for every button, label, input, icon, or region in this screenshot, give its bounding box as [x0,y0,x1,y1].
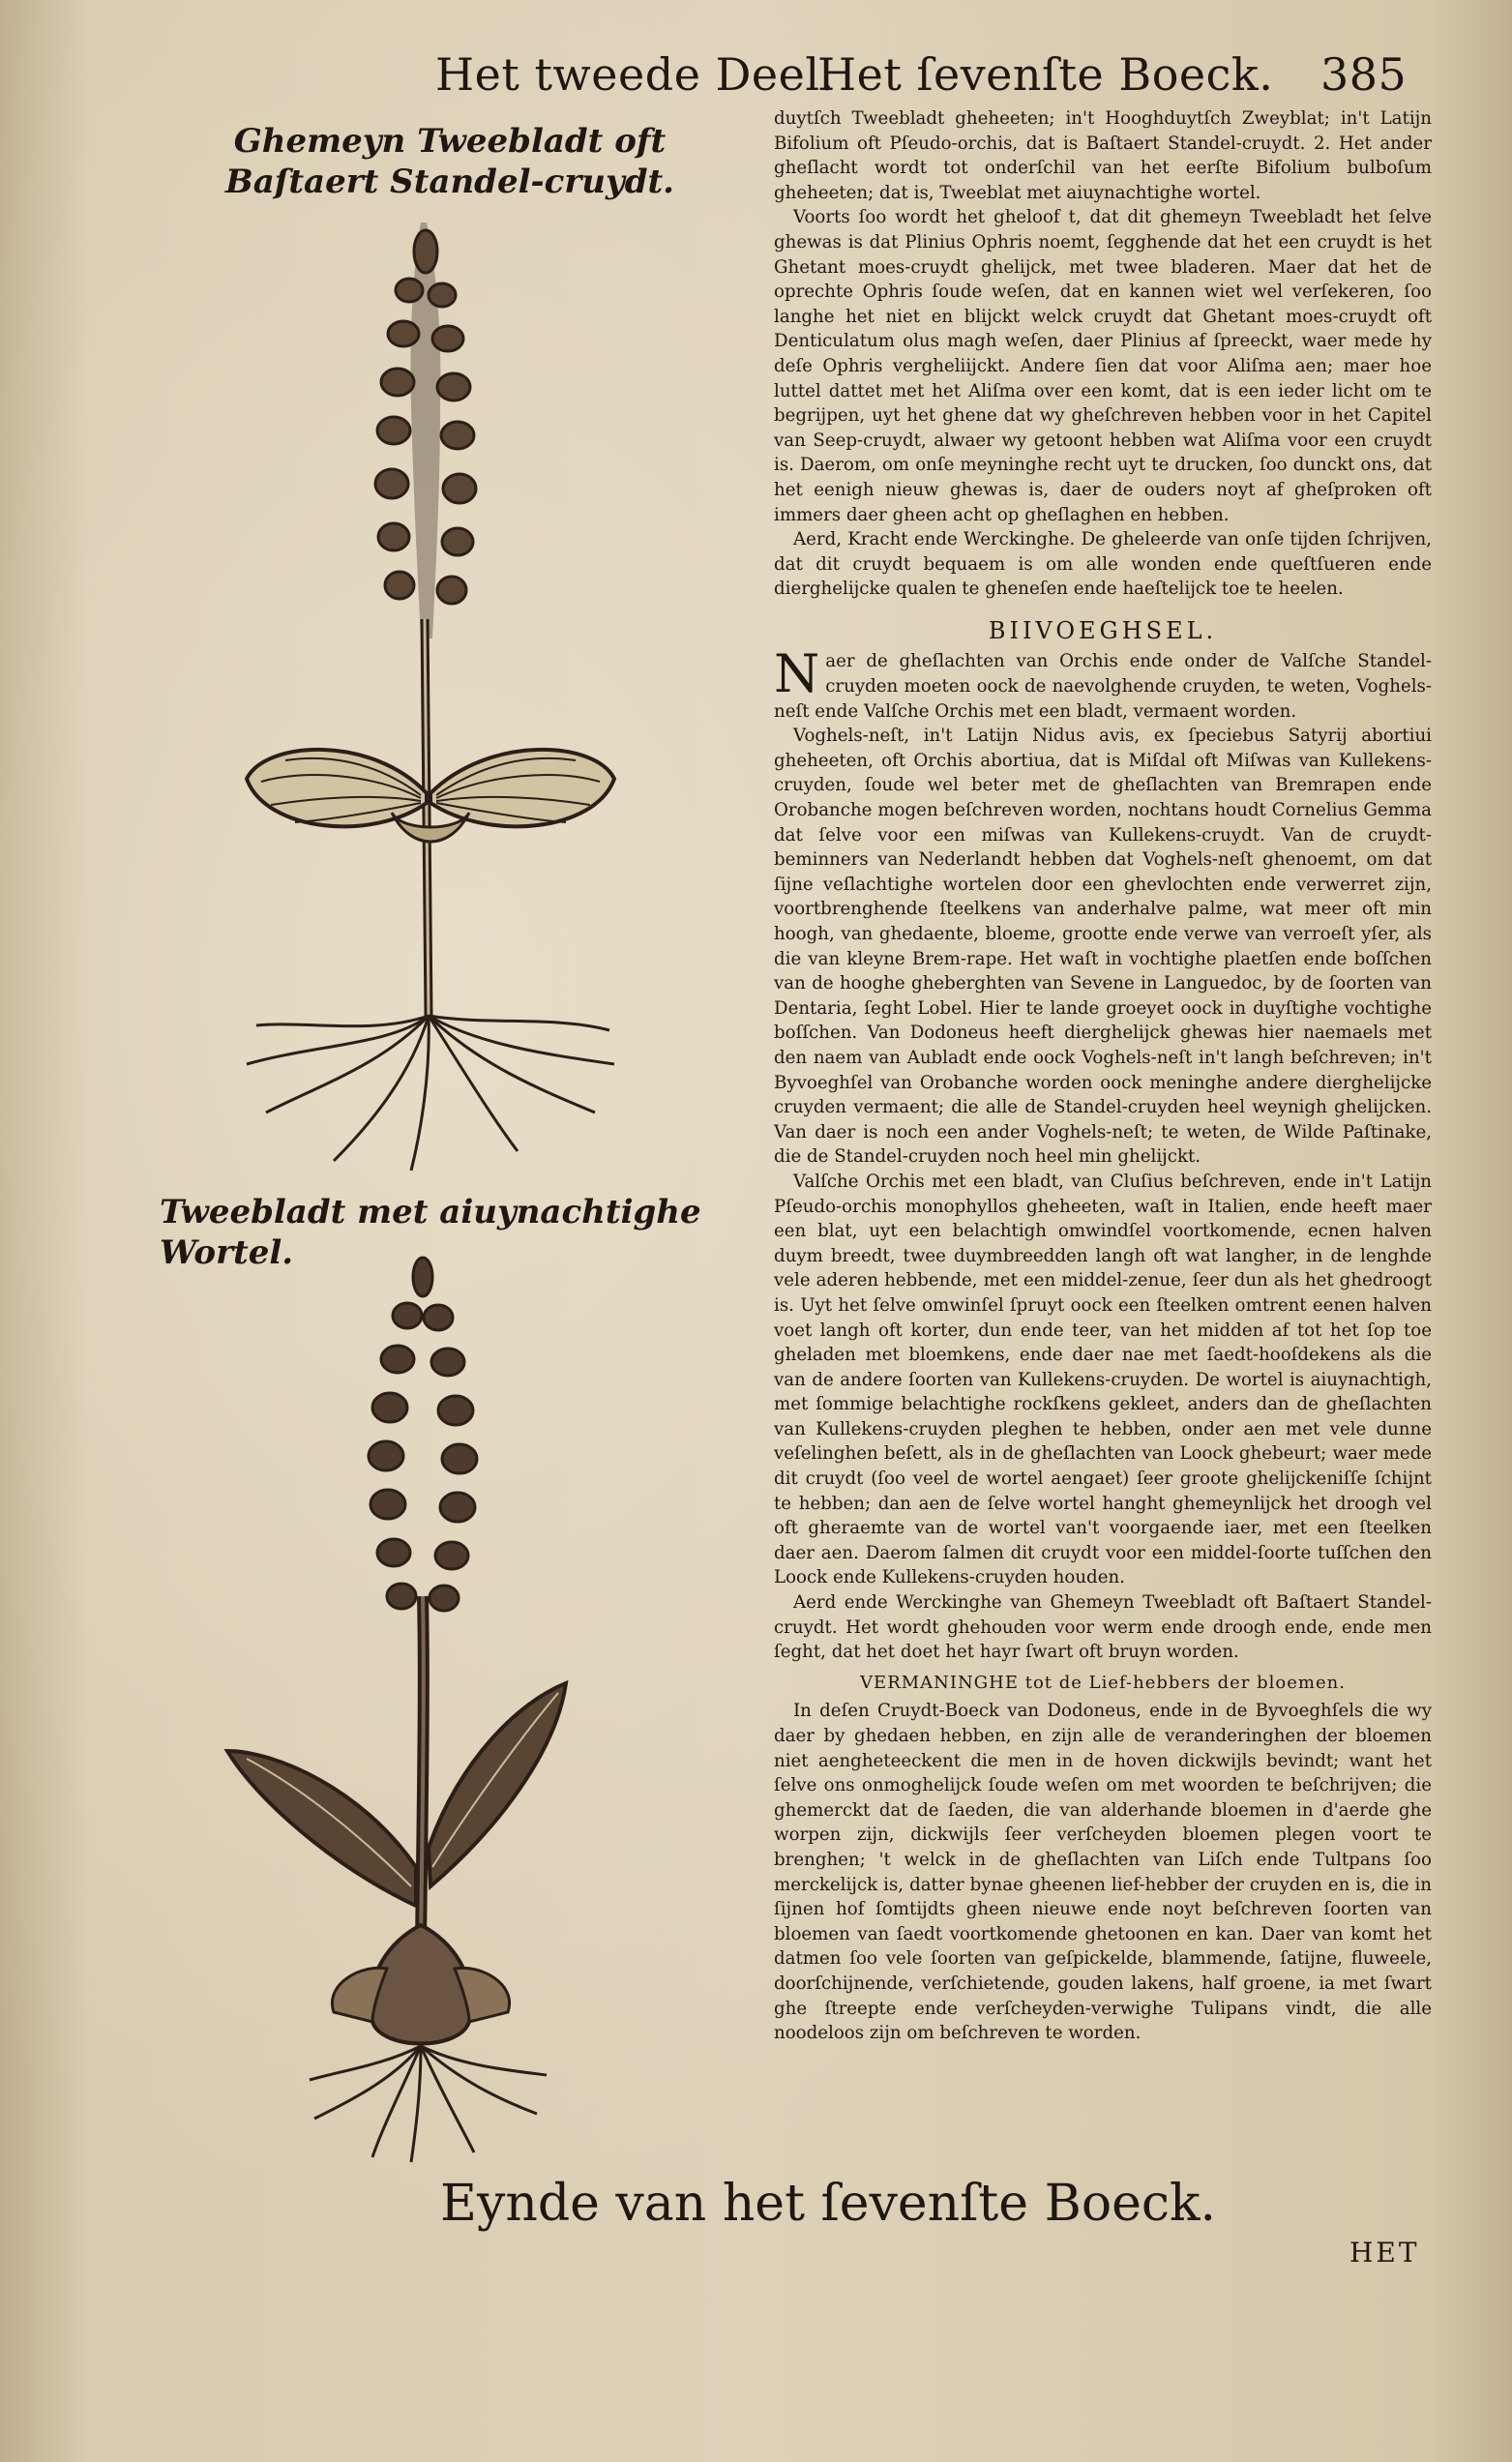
paragraph-plinius-ophris: Voorts ſoo wordt het gheloof t, dat dit ghemeyn Tweebladt het ſelve ghewas is dat Plinius Ophris noemt, ſegghende dat het een cruydt is het Ghetant moes-cruydt ghelijck, met twee bladeren. Maer dat het de oprechte Ophris ſoude weſen, dat en kannen wiet wel verſekeren, ſoo langhe het niet en blijckt welck cruydt dat Ghetant moes-cruydt oft Denticulatum olus magh weſen, daer Plinius af ſpreeckt, waer mede hy deſe Ophris vergheliijckt. Andere ſien dat voor Aliſma aen; maer hoe luttel dattet met het Aliſma over een komt, dat is een ieder licht om te begrijpen, uyt het ghene dat wy gheſchreven hebben voor in het Capitel van Seep-cruydt, alwaer wy getoont hebben wat Aliſma voor een cruydt is. Daerom, om onſe meyninghe recht uyt te drucken, ſoo dunckt ons, dat het eenigh nieuw ghewas is, daer de ouders noyt af gheſproken oft immers daer gheen acht op gheſlaghen en hebben. [774,207,1432,525]
text-column [774,106,1432,2186]
paragraph-aerd-kracht: Aerd, Kracht ende Werckinghe. De gheleerde van onſe tijden ſchrijven, dat dit cruydt bequaem is om alle wonden ende queſtſueren ende dierghelijcke qualen te gheneſen ende haeſtelijck toe te heelen. [774,529,1432,600]
caption-tweebladt-met-aiuynachtighe-wortel: Tweebladt met aiuynachtighe Wortel. [160,1193,701,1272]
catchword: HET [1349,2237,1420,2269]
subhead-vermaninghe: VERMANINGHE tot de Lief-hebbers der bloemen. [860,1672,1346,1693]
illustration-tweebladt-aiuynachtighe-wortel [218,1248,624,2167]
paragraph-intro-bijvoeghsel: Naer de gheſlachten van Orchis ende onder de Valſche Standel-cruyden moeten oock de naevolghende cruyden, te weten, Voghels-neſt ende Valſche Orchis met een bladt, vermaent worden. [774,643,1432,722]
running-head-part: Het tweede Deel. [435,48,835,101]
end-of-book-title: Eynde van het ſevenſte Boeck. [440,2175,1217,2233]
page-number: 385 [1320,48,1408,101]
section-title-bijvoeghsel: BIIVOEGHSEL. [988,616,1218,644]
paragraph-names: duytſch Tweebladt gheheeten; in't Hooghduytſch Zweyblat; in't Latijn Bifolium oft Pſeudo-orchis, dat is Baſtaert Standel-cruydt. 2. Het ander gheſlacht wordt tot onderſchil van het eerſte Bifolium bulboſum gheheeten; dat is, Tweeblat met aiuynachtighe wortel. [774,108,1432,203]
paragraph-valsche-orchis: Valſche Orchis met een bladt, van Cluſius beſchreven, ende in't Latijn Pſeudo-orchis monophyllos gheheeten, waſt in Italien, ende heeft maer een blat, uyt een belachtigh omwindſel voortkomende, ecnen halven duym breedt, twee duymbreedden langh oft wat langher, in de lenghde vele aderen hebbende, met een middel-zenue, ſeer dun als het ghedroogt is. Uyt het ſelve omwinſel ſpruyt oock een ſteelken omtrent eenen halven voet langh oft korter, dun ende teer, van het midden af tot het ſop toe gheladen met bloemkens, ende daer nae met ſaedt-hooſdekens als die van de andere ſoorten van Kullekens-cruyden. De wortel is aiuynachtigh, met ſommige belachtighe rockſkens gekleet, anders dan de gheſlachten van Kullekens-cruyden pleghen te hebben, onder aen met vele dunne veſelinghen beſett, als in de gheſlachten van Loock ghebeurt; waer mede dit cruydt (ſoo veel de wortel aengaet) ſeer groote ghelijckeniſſe ſchijnt te hebben; dan aen de ſelve wortel hanght ghemeynlijck het droogh vel oft gheraemte van de wortel van't voorgaende iaer, met een ſteelken daer aen. Daerom ſalmen dit cruydt voor een middel-ſoorte tuſſchen den Loock ende Kullekens-cruyden houden. [774,1171,1432,1588]
paragraph-vermaninghe: In deſen Cruydt-Boeck van Dodoneus, ende in de Byvoeghſels die wy daer by ghedaen hebben, en zijn alle de veranderinghen der bloemen niet aengheteeckent die men in de hoven dickwijls bevindt; want het ſelve ons onmoghelijck ſoude weſen om met woorden te beſchrijven; die ghemerckt dat de ſaeden, die van alderhande bloemen in d'aerde ghe worpen zijn, dickwijls ſeer verſcheyden bloemen plegen voort te brenghen; 't welck in de gheſlachten van Liſch ende Tultpans ſoo merckelijck is, datter bynae gheenen lief-hebber der cruyden en is, die in ſijnen hof ſomtijdts gheen nieuwe ende noyt beſchreven ſoorten van bloemen van ſaedt voortkomende ghetoonen en kan. Daer van komt het datmen ſoo vele ſoorten van geſpickelde, blammende, ſatijne, fluweele, doorſchijnende, verſchietende, gouden lakens, half groene, ia met ſwart ghe ſtreepte ende verſcheyden-verwighe Tulipans vindt, die alle noodeloos zijn om beſchreven te worden. [774,1701,1432,2044]
caption-ghemeyn-tweebladt: Ghemeyn Tweebladt oft Baſtaert Standel-cruydt. [224,122,675,201]
paragraph-voghels-nest: Voghels-neſt, in't Latijn Nidus avis, ex ſpeciebus Satyrij abortiui gheheeten, oft Orchis abortiua, dat is Miſdal oft Miſwas van Kullekens-cruyden, ſoude wel beter met de gheſlachten van Bremrapen ende Orobanche mogen beſchreven worden, nochtans houdt Cornelius Gemma dat ſelve voor een miſwas van Kullekens-cruydt. Van de cruydt-beminners van Nederlandt hebben dat Voghels-neſt ghenoemt, om dat ſijne veſlachtighe wortelen door een ghevlochten ende verwerret zijn, voortbrenghende ſteelkens van anderhalve palme, wat meer oft min hoogh, van ghedaente, bloeme, grootte ende verwe van verroeſt yſer, als die van kleyne Brem-rape. Het waſt in vochtighe plaetſen ende boſſchen van de hooghe gheberghten van Sevene in Languedoc, by de ſoorten van Dentaria, ſeght Lobel. Hier te lande groeyet oock in duyſtighe vochtighe boſſchen. Van Dodoneus heeft dierghelijck ghewas hier naemaels met den naem van Aubladt ende oock Voghels-neſt in't langh beſchreven; in't Byvoeghſel van Orobanche worden oock meninghe andere dierghelijcke cruyden vermaent; die alle de Standel-cruyden heel weynigh ghelijcken. Van daer is noch een ander Voghels-neſt; te weten, de Wilde Paſtinake, die de Standel-cruyden noch heel min ghelijckt. [774,726,1432,1168]
running-head-book: Het ſevenſte Boeck. [817,48,1274,101]
illustration-ghemeyn-tweebladt [227,213,634,1180]
paragraph-aerd-werckinghe: Aerd ende Werckinghe van Ghemeyn Tweebladt oft Baſtaert Standel-cruydt. Het wordt ghehouden voor werm ende droogh ende, ende men ſeght, dat het doet het hayr ſwart oft bruyn worden. [774,1592,1432,1663]
